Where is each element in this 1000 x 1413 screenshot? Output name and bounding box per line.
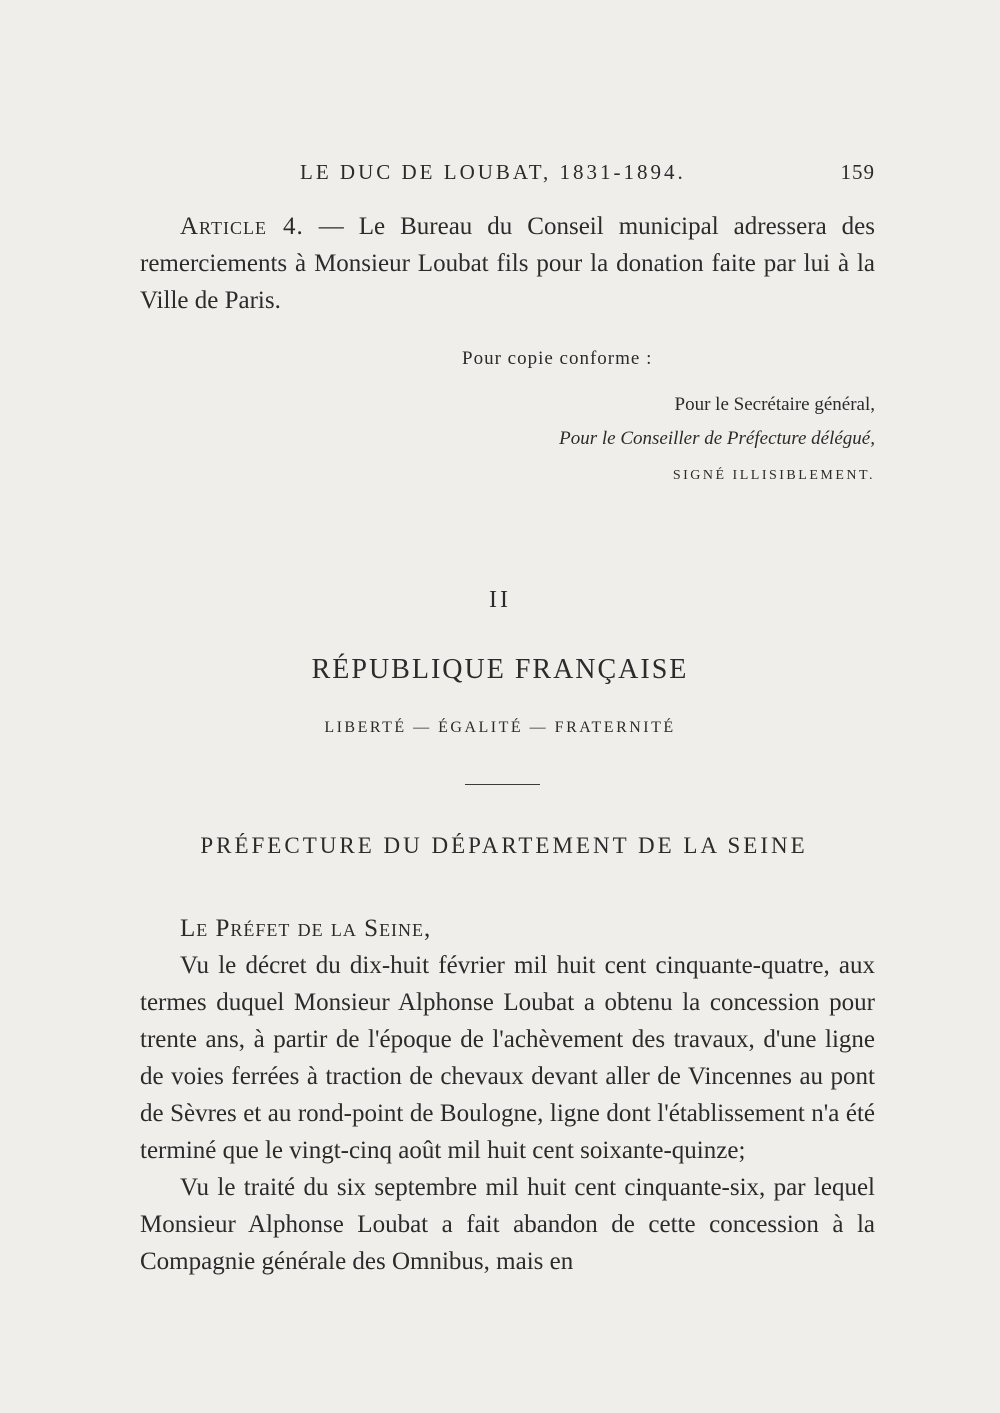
article-4-paragraph	[140, 208, 875, 319]
section-number: II	[489, 587, 511, 613]
prefet-heading: Le Préfet de la Seine,	[180, 915, 432, 942]
page-number: 159	[840, 160, 875, 184]
running-head	[140, 160, 875, 190]
separator-rule	[465, 784, 540, 785]
running-title: LE DUC DE LOUBAT, 1831-1894.	[300, 160, 686, 184]
paragraph-traite: Vu le traité du six septembre mil huit cent cinquante-six, par lequel Monsieur Alphonse Loubat a fait abandon de cette concession à la Compagnie générale des Omnibus, mais en	[140, 1174, 875, 1275]
article-text: — Le Bureau du Conseil municipal adressera des remerciements à Monsieur Loubat fils pour la donation faite par lui à la Ville de Paris.	[140, 213, 875, 314]
secretaire-line: Pour le Secrétaire général,	[674, 394, 875, 415]
republique-heading: RÉPUBLIQUE FRANÇAISE	[311, 654, 689, 685]
copie-conforme: Pour copie conforme :	[462, 348, 653, 369]
article-label: Article 4.	[180, 213, 304, 240]
prefet-block	[140, 910, 875, 1280]
devise-line: LIBERTÉ — ÉGALITÉ — FRATERNITÉ	[324, 719, 676, 736]
conseiller-line: Pour le Conseiller de Préfecture délégué,	[559, 428, 875, 449]
prefecture-heading: PRÉFECTURE DU DÉPARTEMENT DE LA SEINE	[200, 833, 808, 858]
paragraph-decret: Vu le décret du dix-huit février mil huit cent cinquante-quatre, aux termes duquel Monsieur Alphonse Loubat a obtenu la concession pour trente ans, à partir de l'époque de l'achèvement des travaux, d'une ligne de voies ferrées à traction de chevaux devant aller de Vincennes au pont de Sèvres et au rond-point de Boulogne, ligne dont l'établissement n'a été terminé que le vingt-cinq août mil huit cent soixante-quinze;	[140, 952, 875, 1164]
signe-illisiblement: SIGNÉ ILLISIBLEMENT.	[672, 468, 875, 483]
